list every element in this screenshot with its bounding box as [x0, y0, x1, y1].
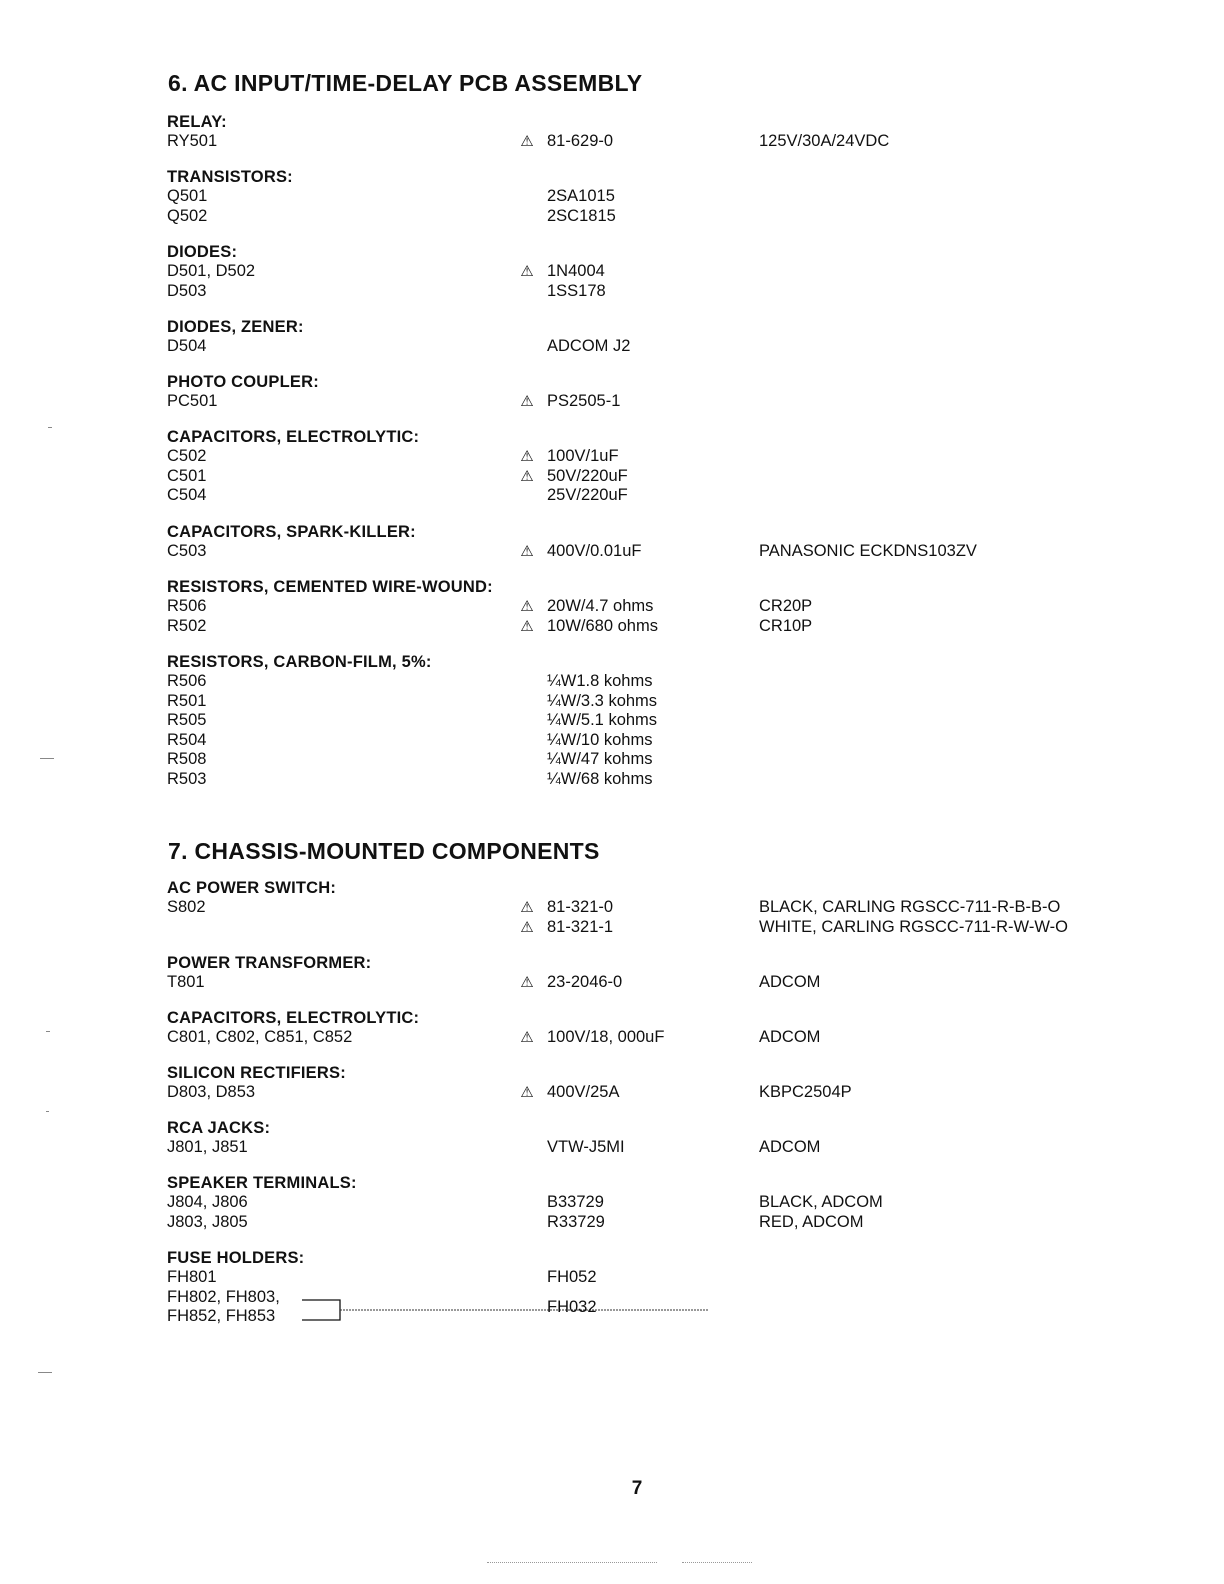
ref-designator: D803, D853: [167, 1083, 256, 1101]
section-title: 7. CHASSIS-MOUNTED COMPONENTS: [168, 838, 600, 864]
part-number: 400V/0.01uF: [547, 542, 642, 560]
ref-designator: R508: [167, 750, 207, 769]
group-title: PHOTO COUPLER:: [167, 373, 319, 391]
ref-designator: D501, D502: [167, 262, 256, 280]
group-photo-coupler: [167, 372, 1167, 412]
ref-designator: S802: [167, 898, 206, 916]
group-diodes: [167, 242, 1167, 301]
group-title: RESISTORS, CARBON-FILM, 5%:: [167, 653, 432, 671]
part-number: 1N4004: [547, 262, 605, 280]
group-title: CAPACITORS, SPARK-KILLER:: [167, 523, 416, 541]
ref-designator: R505: [167, 711, 207, 730]
ref-designator: R503: [167, 769, 207, 788]
part-number: 2SC1815: [547, 206, 616, 225]
ref-designator: D504: [167, 337, 207, 355]
ref-designator: R502: [167, 616, 207, 635]
part-description: CR10P: [759, 616, 813, 635]
ref-designator: R506: [167, 672, 207, 690]
group-title: AC POWER SWITCH:: [167, 879, 337, 897]
scan-artifact: [48, 427, 52, 428]
group-power-transformer: [167, 953, 1167, 993]
part-number: ¼W1.8 kohms: [547, 672, 653, 690]
scan-artifact: [38, 1372, 52, 1373]
group-title: TRANSISTORS:: [167, 168, 293, 186]
part-number: ¼W/47 kohms: [547, 750, 653, 769]
part-number: 50V/220uF: [547, 466, 628, 485]
ref-designator: FH852, FH853: [167, 1307, 276, 1326]
table-row: [167, 692, 1167, 712]
safety-warning-icon: ⚠: [520, 543, 534, 560]
table-row: [167, 597, 1167, 617]
group-capacitors-spark-killer: [167, 522, 1167, 562]
part-number: ¼W/10 kohms: [547, 730, 653, 749]
part-number: 25V/220uF: [547, 486, 628, 505]
safety-warning-icon: ⚠: [520, 133, 534, 150]
part-number: 1SS178: [547, 281, 606, 300]
group-title: POWER TRANSFORMER:: [167, 954, 372, 972]
scan-artifact: [46, 1111, 49, 1112]
table-row: [167, 711, 1167, 731]
group-diodes-zener: [167, 317, 1167, 357]
table-row: [167, 187, 1167, 207]
part-number: FH032: [547, 1297, 597, 1316]
safety-warning-icon: ⚠: [520, 899, 534, 916]
ref-designator: T801: [167, 973, 205, 991]
table-row: [167, 1213, 1167, 1233]
part-number: 100V/18, 000uF: [547, 1028, 665, 1046]
group-capacitors-electrolytic: [167, 427, 1167, 506]
part-number: ¼W/68 kohms: [547, 769, 653, 788]
table-row: [167, 898, 1167, 918]
group-title: CAPACITORS, ELECTROLYTIC:: [167, 1009, 420, 1027]
part-description: BLACK, ADCOM: [759, 1193, 883, 1211]
safety-warning-icon: ⚠: [520, 467, 534, 485]
group-relay: [167, 112, 1167, 152]
table-row: [167, 750, 1167, 770]
ref-designator: FH801: [167, 1268, 217, 1286]
ref-designator: C504: [167, 486, 207, 505]
table-row: [167, 1138, 1167, 1158]
part-description: ADCOM: [759, 973, 821, 991]
table-row: [167, 918, 1167, 938]
ref-designator: J801, J851: [167, 1138, 248, 1156]
table-row: [167, 672, 1167, 692]
group-resistors-carbon-film: [167, 652, 1167, 790]
part-description: BLACK, CARLING RGSCC-711-R-B-B-O: [759, 898, 1061, 916]
scan-artifact: [40, 758, 54, 759]
group-title: RESISTORS, CEMENTED WIRE-WOUND:: [167, 578, 493, 596]
group-transistors: [167, 167, 1167, 226]
bracket-connector: [300, 1299, 712, 1321]
table-row: [167, 1028, 1167, 1048]
table-row: [167, 770, 1167, 790]
fuse-bracket-block: [167, 1288, 1167, 1328]
group-silicon-rectifiers: [167, 1063, 1167, 1103]
ref-designator: RY501: [167, 132, 218, 150]
part-number: 20W/4.7 ohms: [547, 597, 654, 615]
group-title: RELAY:: [167, 113, 227, 131]
table-row: [167, 1268, 1167, 1288]
part-number: 10W/680 ohms: [547, 616, 658, 635]
ref-designator: R504: [167, 730, 207, 749]
part-number: 81-321-0: [547, 898, 614, 916]
safety-warning-icon: ⚠: [520, 263, 534, 280]
table-row: [167, 542, 1167, 562]
part-description: ADCOM: [759, 1028, 821, 1046]
part-description: 125V/30A/24VDC: [759, 132, 890, 150]
ref-designator: C503: [167, 542, 207, 560]
part-number: R33729: [547, 1212, 605, 1231]
table-row: [167, 486, 1167, 506]
page-number: 7: [631, 1478, 643, 1499]
ref-designator: PC501: [167, 392, 218, 410]
table-row: [167, 467, 1167, 487]
ref-designator: FH802, FH803,: [167, 1287, 280, 1306]
group-fuse-holders: [167, 1248, 1167, 1328]
table-row: [167, 447, 1167, 467]
table-row: [167, 132, 1167, 152]
group-title: CAPACITORS, ELECTROLYTIC:: [167, 428, 420, 446]
group-chassis-capacitors: [167, 1008, 1167, 1048]
part-number: B33729: [547, 1193, 604, 1211]
part-number: 81-629-0: [547, 132, 614, 150]
part-description: ADCOM: [759, 1138, 821, 1156]
group-title: DIODES, ZENER:: [167, 318, 304, 336]
safety-warning-icon: ⚠: [520, 918, 534, 936]
table-row: [167, 392, 1167, 412]
part-number: 400V/25A: [547, 1083, 620, 1101]
safety-warning-icon: ⚠: [520, 448, 534, 465]
table-row: [167, 731, 1167, 751]
group-resistors-wire-wound: [167, 577, 1167, 636]
part-number: 23-2046-0: [547, 973, 623, 991]
safety-warning-icon: ⚠: [520, 1029, 534, 1046]
part-number: VTW-J5MI: [547, 1138, 625, 1156]
part-number: 81-321-1: [547, 917, 614, 936]
scan-artifact: [682, 1562, 752, 1563]
table-row: [167, 617, 1167, 637]
group-title: DIODES:: [167, 243, 238, 261]
group-speaker-terminals: [167, 1173, 1167, 1232]
table-row: [167, 973, 1167, 993]
part-number: ADCOM J2: [547, 337, 631, 355]
part-description: CR20P: [759, 597, 813, 615]
part-description: KBPC2504P: [759, 1083, 852, 1101]
ref-designator: C502: [167, 447, 207, 465]
part-number: PS2505-1: [547, 392, 621, 410]
table-row: [167, 282, 1167, 302]
part-description: RED, ADCOM: [759, 1212, 864, 1231]
ref-designator: C801, C802, C851, C852: [167, 1028, 353, 1046]
safety-warning-icon: ⚠: [520, 598, 534, 615]
safety-warning-icon: ⚠: [520, 617, 534, 635]
scan-artifact: [46, 1031, 50, 1032]
part-number: ¼W/5.1 kohms: [547, 711, 658, 730]
ref-designator: D503: [167, 281, 207, 300]
safety-warning-icon: ⚠: [520, 393, 534, 410]
section-title: 6. AC INPUT/TIME-DELAY PCB ASSEMBLY: [168, 70, 643, 96]
ref-designator: Q501: [167, 187, 208, 205]
table-row: [167, 207, 1167, 227]
safety-warning-icon: ⚠: [520, 974, 534, 991]
part-number: 2SA1015: [547, 187, 615, 205]
part-number: ¼W/3.3 kohms: [547, 691, 658, 710]
group-rca-jacks: [167, 1118, 1167, 1158]
safety-warning-icon: ⚠: [520, 1084, 534, 1101]
group-title: FUSE HOLDERS:: [167, 1249, 305, 1267]
group-title: SILICON RECTIFIERS:: [167, 1064, 346, 1082]
group-title: RCA JACKS:: [167, 1119, 271, 1137]
part-description: WHITE, CARLING RGSCC-711-R-W-W-O: [759, 917, 1068, 936]
table-row: [167, 337, 1167, 357]
ref-designator: Q502: [167, 206, 208, 225]
ref-designator: R506: [167, 597, 207, 615]
table-row: [167, 1193, 1167, 1213]
ref-designator: R501: [167, 691, 207, 710]
table-row: [167, 1083, 1167, 1103]
part-number: FH052: [547, 1268, 597, 1286]
scan-artifact: [487, 1562, 657, 1563]
part-description: PANASONIC ECKDNS103ZV: [759, 542, 977, 560]
group-ac-power-switch: [167, 878, 1167, 937]
group-title: SPEAKER TERMINALS:: [167, 1174, 357, 1192]
table-row: [167, 262, 1167, 282]
ref-designator: J803, J805: [167, 1212, 248, 1231]
ref-designator: J804, J806: [167, 1193, 248, 1211]
part-number: 100V/1uF: [547, 447, 619, 465]
ref-designator: C501: [167, 466, 207, 485]
